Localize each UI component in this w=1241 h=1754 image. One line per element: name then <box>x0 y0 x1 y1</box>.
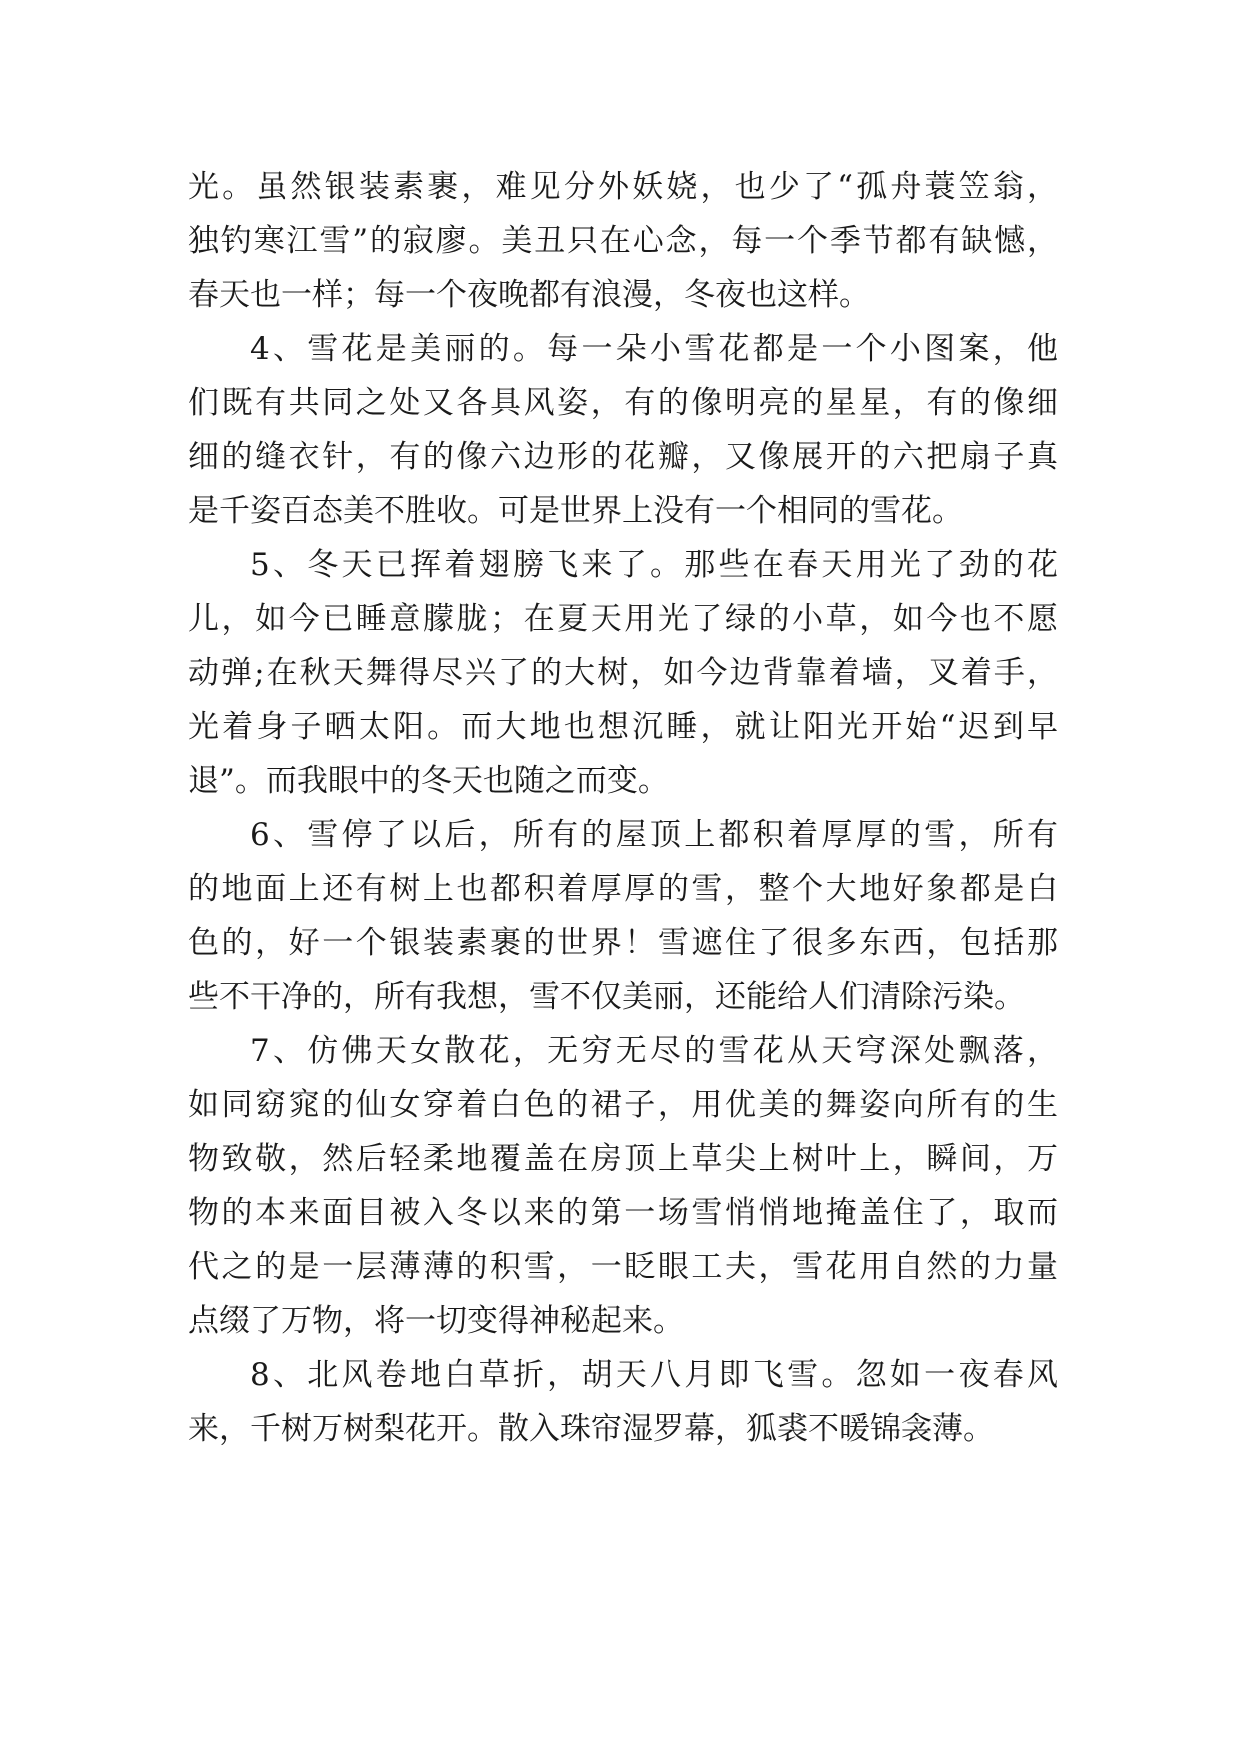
text-line: 春天也一样；每一个夜晚都有浪漫，冬夜也这样。 <box>188 277 870 313</box>
text-line: 光着身子晒太阳。而大地也想沉睡，就让阳光开始“迟到早 <box>188 709 1058 745</box>
text-line: 7、仿佛天女散花，无穷无尽的雪花从天穹深处飘落， <box>250 1033 1058 1069</box>
text-line: 代之的是一层薄薄的积雪，一眨眼工夫，雪花用自然的力量 <box>188 1249 1058 1285</box>
body-text <box>188 160 1058 1456</box>
text-line: 们既有共同之处又各具风姿，有的像明亮的星星，有的像细 <box>188 385 1058 421</box>
text-line: 5、冬天已挥着翅膀飞来了。那些在春天用光了劲的花 <box>250 547 1058 583</box>
paragraph-4 <box>188 322 1058 538</box>
paragraph-3-continued <box>188 160 1058 322</box>
text-line: 如同窈窕的仙女穿着白色的裙子，用优美的舞姿向所有的生 <box>188 1087 1058 1123</box>
paragraph-5 <box>188 538 1058 808</box>
text-line: 来，千树万树梨花开。散入珠帘湿罗幕，狐裘不暖锦衾薄。 <box>188 1411 994 1447</box>
text-line: 独钓寒江雪”的寂廖。美丑只在心念，每一个季节都有缺憾， <box>188 223 1058 259</box>
text-line: 些不干净的，所有我想，雪不仅美丽，还能给人们清除污染。 <box>188 979 1025 1015</box>
paragraph-7 <box>188 1024 1058 1348</box>
text-line: 光。虽然银装素裹，难见分外妖娆，也少了“孤舟蓑笠翁， <box>188 169 1058 205</box>
text-line: 是千姿百态美不胜收。可是世界上没有一个相同的雪花。 <box>188 493 963 529</box>
text-line: 的地面上还有树上也都积着厚厚的雪，整个大地好象都是白 <box>188 871 1058 907</box>
text-line: 6、雪停了以后，所有的屋顶上都积着厚厚的雪，所有 <box>250 817 1058 853</box>
text-line: 色的，好一个银装素裹的世界！雪遮住了很多东西，包括那 <box>188 925 1058 961</box>
text-line: 儿，如今已睡意朦胧；在夏天用光了绿的小草，如今也不愿 <box>188 601 1058 637</box>
text-line: 点缀了万物，将一切变得神秘起来。 <box>188 1303 684 1339</box>
text-line: 4、雪花是美丽的。每一朵小雪花都是一个小图案，他 <box>250 331 1058 367</box>
text-line: 8、北风卷地白草折，胡天八月即飞雪。忽如一夜春风 <box>250 1357 1058 1393</box>
text-line: 物致敬，然后轻柔地覆盖在房顶上草尖上树叶上，瞬间，万 <box>188 1141 1058 1177</box>
text-line: 细的缝衣针，有的像六边形的花瓣，又像展开的六把扇子真 <box>188 439 1058 475</box>
paragraph-6 <box>188 808 1058 1024</box>
text-line: 物的本来面目被入冬以来的第一场雪悄悄地掩盖住了，取而 <box>188 1195 1058 1231</box>
paragraph-8 <box>188 1348 1058 1456</box>
text-line: 动弹;在秋天舞得尽兴了的大树，如今边背靠着墙，叉着手， <box>188 655 1058 691</box>
text-line: 退”。而我眼中的冬天也随之而变。 <box>188 763 669 799</box>
